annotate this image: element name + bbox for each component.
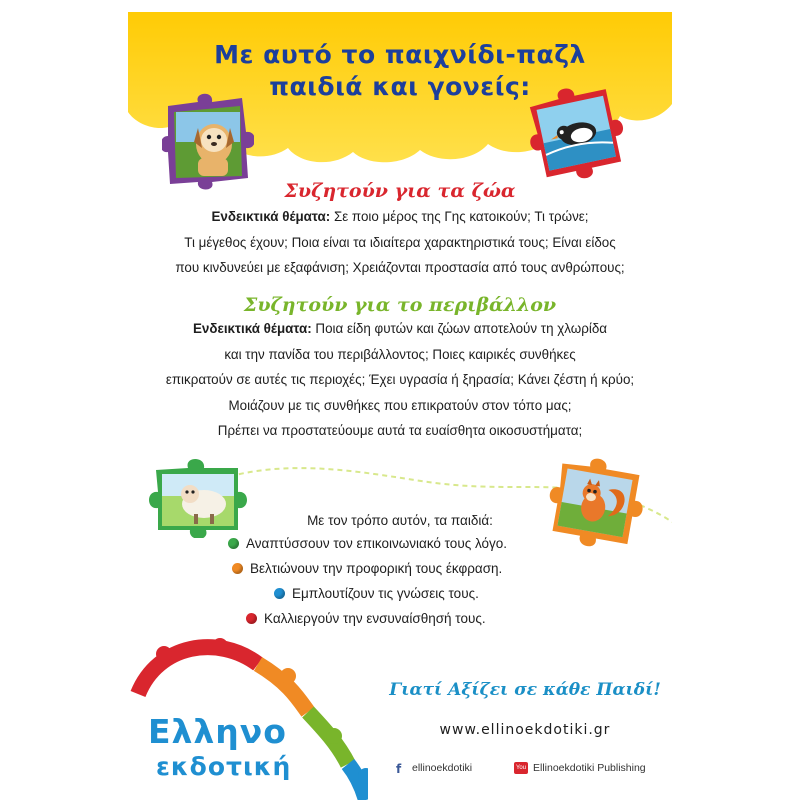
brand-logo-line1: Ελληνο bbox=[148, 712, 287, 751]
facebook-icon: f bbox=[396, 762, 402, 776]
facebook-handle: ellinoekdotiki bbox=[412, 762, 473, 774]
animals-topics bbox=[128, 204, 672, 281]
animals-line1 bbox=[128, 204, 672, 230]
poster-page bbox=[128, 12, 672, 800]
website-link[interactable]: www.ellinoekdotiki.gr bbox=[439, 722, 611, 738]
puzzle-squirrel-icon bbox=[548, 458, 644, 548]
youtube-icon: You bbox=[514, 762, 528, 774]
benefit-text: Καλλιεργούν την ενσυναίσθησή τους. bbox=[264, 611, 486, 626]
header-title-line2: παιδιά και γονείς: bbox=[269, 72, 531, 101]
animals-line2: Τι μέγεθος έχουν; Ποια είναι τα ιδιαίτερα χαρακτηριστικά τους; Είναι είδος bbox=[184, 234, 616, 250]
animals-label: Ενδεικτικά θέματα: bbox=[211, 209, 331, 224]
brand-logo-line2: εκδοτική bbox=[156, 752, 292, 781]
facebook-link[interactable] bbox=[396, 762, 472, 774]
benefit-item bbox=[228, 536, 507, 551]
youtube-channel: Ellinoekdotiki Publishing bbox=[533, 762, 646, 774]
orange-bullet-icon bbox=[232, 563, 243, 574]
benefit-item bbox=[232, 561, 502, 576]
environment-line1 bbox=[128, 316, 672, 342]
puzzle-penguin-icon bbox=[526, 84, 628, 180]
blue-bullet-icon bbox=[274, 588, 285, 599]
environment-line2: και την πανίδα του περιβάλλοντος; Ποιες καιρικές συνθήκες bbox=[224, 346, 576, 362]
environment-section-title: Συζητούν για το περιβάλλον bbox=[243, 294, 557, 316]
benefits-intro: Με τον τρόπο αυτόν, τα παιδιά: bbox=[307, 513, 493, 528]
environment-line5: Πρέπει να προστατεύουμε αυτά τα ευαίσθητα οικοσυστήματα; bbox=[217, 423, 583, 438]
animals-section-title: Συζητούν για τα ζώα bbox=[284, 180, 516, 202]
header-title-line1: Με αυτό το παιχνίδι-παζλ bbox=[214, 40, 586, 69]
environment-label: Ενδεικτικά θέματα: bbox=[192, 321, 312, 336]
environment-line4: Μοιάζουν με τις συνθήκες που επικρατούν στον τόπο μας; bbox=[228, 397, 572, 413]
youtube-link[interactable] bbox=[514, 762, 646, 774]
green-bullet-icon bbox=[228, 538, 239, 549]
red-bullet-icon bbox=[246, 613, 257, 624]
environment-topics bbox=[128, 316, 672, 444]
benefit-text: Εμπλουτίζουν τις γνώσεις τους. bbox=[292, 586, 479, 601]
benefit-item bbox=[274, 586, 479, 601]
puzzle-dog-icon bbox=[162, 92, 254, 190]
animals-line3: που κινδυνεύει με εξαφάνιση; Χρειάζονται προστασία από τους ανθρώπους; bbox=[175, 260, 625, 275]
animals-line1-text: Σε ποιο μέρος της Γης κατοικούν; Τι τρώνε; bbox=[330, 209, 589, 224]
environment-line1-text: Ποια είδη φυτών και ζώων αποτελούν τη χλωρίδα bbox=[311, 321, 608, 336]
environment-line3: επικρατούν σε αυτές τις περιοχές; Έχει υγρασία ή ξηρασία; Κάνει ζέστη ή κρύο; bbox=[165, 372, 635, 387]
benefit-text: Αναπτύσσουν τον επικοινωνιακό τους λόγο. bbox=[246, 536, 508, 551]
benefit-text: Βελτιώνουν την προφορική τους έκφραση. bbox=[250, 561, 503, 576]
brand-slogan: Γιατί Αξίζει σε κάθε Παιδί! bbox=[389, 680, 661, 700]
